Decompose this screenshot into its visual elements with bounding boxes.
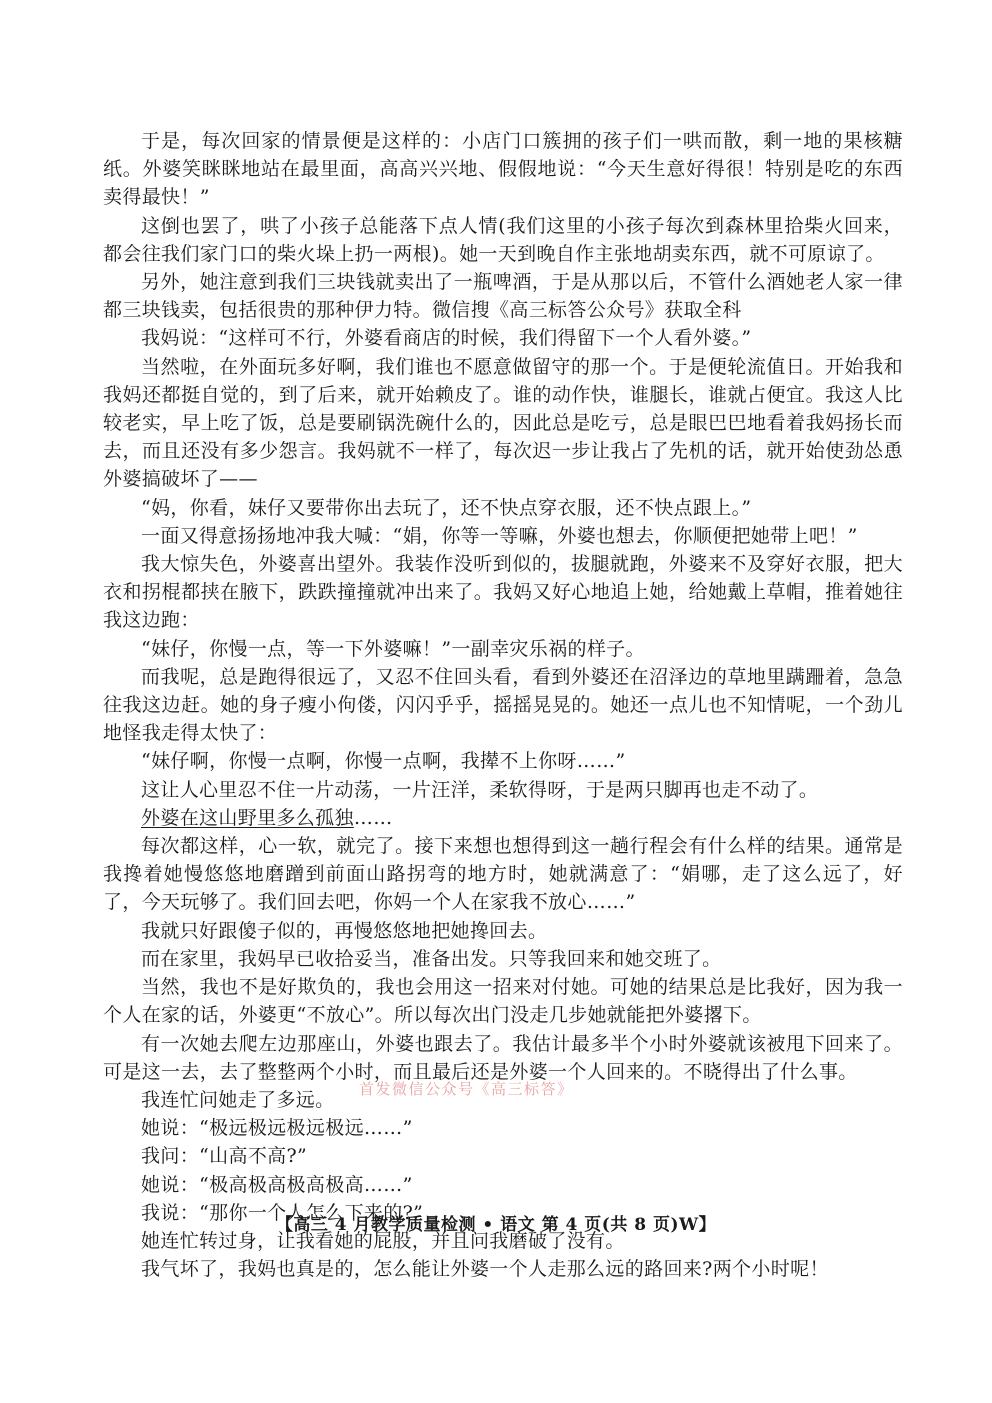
paragraph: 而我呢，总是跑得很远了，又忍不住回头看，看到外婆还在沼泽边的草地里蹒跚着，急急往我这边赶。她的身子瘦小佝偻，闪闪乎乎，摇摇晃晃的。她还一点儿也不知情呢，一个劲儿地怪我走得太快了： <box>103 665 903 745</box>
paragraph: 这让人心里忍不住一片动荡，一片汪洋，柔软得呀，于是两只脚再也走不动了。 <box>141 778 819 801</box>
paragraph: 我连忙问她走了多远。 <box>141 1088 335 1111</box>
paragraph: 每次都这样，心一软，就完了。接下来想也想得到这一趟行程会有什么样的结果。通常是我搀着她慢悠悠地磨蹭到前面山路拐弯的地方时，她就满意了：“娟哪，走了这么远了，好了，今天玩够了。我们回去吧，你妈一个人在家我不放心……” <box>103 835 903 914</box>
paragraph: 她说：“极高极高极高极高……” <box>141 1173 413 1196</box>
ellipsis: …… <box>353 806 393 829</box>
paragraph: 她说：“极远极远极远极远……” <box>141 1117 413 1140</box>
paragraph: 她连忙转过身，让我看她的屁股，并且问我磨破了没有。 <box>141 1229 625 1252</box>
underlined-sentence-paragraph <box>103 804 903 832</box>
watermark: 首发微信公众号《高三标答》 <box>359 1080 574 1098</box>
paragraph: 我大惊失色，外婆喜出望外。我装作没听到似的，拔腿就跑，外婆来不及穿好衣服，把大衣和拐棍都挟在腋下，跌跌撞撞就冲出来了。我妈又好心地追上她，给她戴上草帽，推着她往我这边跑： <box>103 553 903 632</box>
underlined-sentence: 外婆在这山野里多么孤独 <box>141 806 354 829</box>
paragraph: 我妈说：“这样可不行，外婆看商店的时候，我们得留下一个人看外婆。” <box>141 327 752 350</box>
paragraph: 另外，她注意到我们三块钱就卖出了一瓶啤酒，于是从那以后，不管什么酒她老人家一律都三块钱卖，包括很贵的那种伊力特。微信搜《高三标答公众号》获取全科 <box>103 271 903 322</box>
paragraph: “妈，你看，妹仔又要带你出去玩了，还不快点穿衣服，还不快点跟上。” <box>141 496 752 519</box>
paragraph: 我就只好跟傻子似的，再慢悠悠地把她搀回去。 <box>141 919 548 942</box>
paragraph: 我气坏了，我妈也真是的，怎么能让外婆一个人走那么远的路回来?两个小时呢！ <box>141 1258 829 1281</box>
paragraph: 而在家里，我妈早已收拾妥当，准备出发。只等我回来和她交班了。 <box>141 947 722 970</box>
paragraph: 我说：“那你一个人怎么下来的?” <box>141 1201 424 1224</box>
paragraph: 一面又得意扬扬地冲我大喊：“娟，你等一等嘛，外婆也想去，你顺便把她带上吧！” <box>141 524 858 547</box>
paragraph: 当然，我也不是好欺负的，我也会用这一招来对付她。可她的结果总是比我好，因为我一个人在家的话，外婆更“不放心”。所以每次出门没走几步她就能把外婆撂下。 <box>103 976 903 1027</box>
paragraph: 我问：“山高不高?” <box>141 1145 308 1168</box>
paragraph: “妹仔啊，你慢一点啊，你慢一点啊，我撵不上你呀……” <box>141 750 626 773</box>
paragraph: 于是，每次回家的情景便是这样的：小店门口簇拥的孩子们一哄而散，剩一地的果核糖纸。外婆笑眯眯地站在最里面，高高兴兴地、假假地说：“今天生意好得很！特别是吃的东西卖得最快！” <box>103 130 903 209</box>
paragraph: 有一次她去爬左边那座山，外婆也跟去了。我估计最多半个小时外婆就该被甩下回来了。可是这一去，去了整整两个小时，而且最后还是外婆一个人回来的。不晓得出了什么事。 <box>103 1032 903 1083</box>
paragraph: “妹仔，你慢一点，等一下外婆嘛！”一副幸灾乐祸的样子。 <box>141 637 645 660</box>
paragraph: 这倒也罢了，哄了小孩子总能落下点人情(我们这里的小孩子每次到森林里拾柴火回来，都会往我们家门口的柴火垛上扔一两根)。她一天到晚自作主张地胡卖东西，就不可原谅了。 <box>103 214 903 265</box>
page-footer: 【高三 4 月教学质量检测 • 语文 第 4 页(共 8 页)W】 <box>275 1215 717 1235</box>
article-body <box>103 127 903 1283</box>
paragraph: 当然啦，在外面玩多好啊，我们谁也不愿意做留守的那一个。于是便轮流值日。开始我和我妈还都挺自觉的，到了后来，就开始赖皮了。谁的动作快，谁腿长，谁就占便宜。我这人比较老实，早上吃了饭，总是要刷锅洗碗什么的，因此总是吃亏，总是眼巴巴地看着我妈扬长而去，而且还没有多少怨言。我妈就不一样了，每次迟一步让我占了先机的话，就开始使劲怂恿外婆搞破坏了—— <box>103 355 903 491</box>
